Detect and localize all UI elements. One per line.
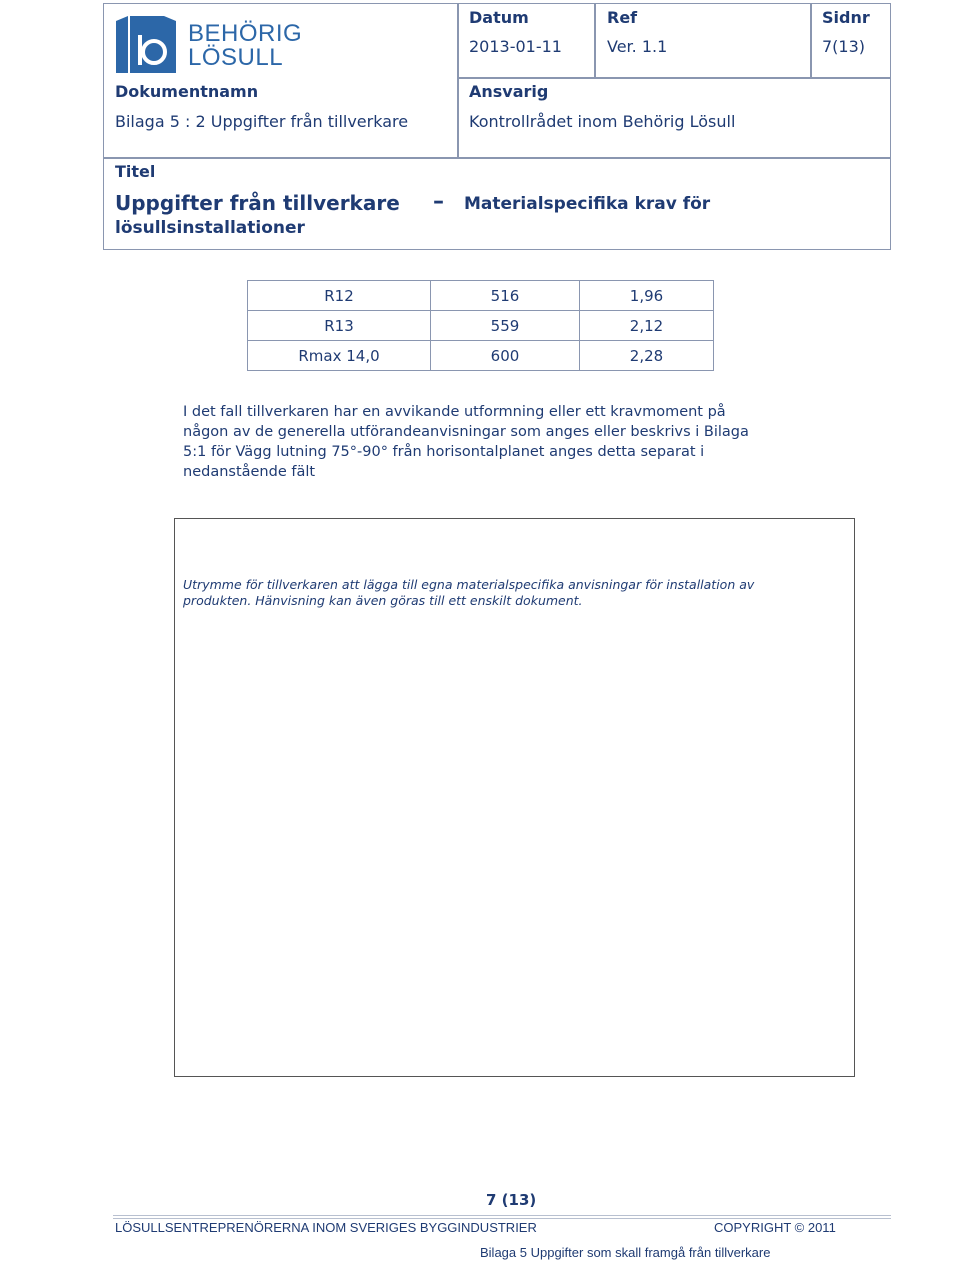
logo-text-line1: BEHÖRIG [188, 20, 303, 47]
document-subtitle: Materialspecifika krav för [464, 194, 711, 214]
titel-label: Titel [115, 162, 156, 181]
paragraph-line: 5:1 för Vägg lutning 75°-90° från horisontalplanet anges detta separat i [183, 444, 705, 460]
title-dash: – [433, 189, 444, 214]
footer-copyright: COPYRIGHT © 2011 [714, 1220, 836, 1235]
paragraph-line: nedanstående fält [183, 464, 316, 480]
header-divider [103, 157, 891, 159]
table-row [248, 281, 714, 311]
ref-label: Ref [607, 8, 638, 27]
note-line: produkten. Hänvisning kan även göras till ett enskilt dokument. [183, 593, 583, 608]
paragraph-line: någon av de generella utförandeanvisningar som anges eller beskrivs i Bilaga [183, 424, 749, 440]
notes-placeholder [183, 577, 754, 609]
table-row [248, 311, 714, 341]
ref-value: Ver. 1.1 [607, 37, 668, 56]
dokumentnamn-label: Dokumentnamn [115, 82, 259, 101]
table-cell: 1,96 [580, 281, 714, 311]
r-value-table [247, 280, 714, 371]
datum-label: Datum [469, 8, 529, 27]
header-divider [457, 77, 891, 79]
footer-left: LÖSULLSENTREPRENÖRERNA INOM SVERIGES BYGGINDUSTRIER [115, 1220, 537, 1235]
table-cell: 2,12 [580, 311, 714, 341]
paragraph-line: I det fall tillverkaren har en avvikande utformning eller ett kravmoment på [183, 404, 726, 420]
footer-bottom: Bilaga 5 Uppgifter som skall framgå från tillverkare [480, 1245, 771, 1260]
footer-divider [113, 1218, 891, 1219]
behorig-losull-logo [114, 13, 178, 75]
page-number: 7 (13) [486, 1191, 537, 1209]
note-line: Utrymme för tillverkaren att lägga till egna materialspecifika anvisningar för installation av [183, 577, 755, 592]
sidnr-label: Sidnr [822, 8, 870, 27]
header-divider [810, 3, 812, 77]
document-title: Uppgifter från tillverkare [115, 191, 400, 215]
table-cell: R12 [248, 281, 431, 311]
table-cell: 516 [431, 281, 580, 311]
ansvarig-label: Ansvarig [469, 82, 549, 101]
table-cell: 600 [431, 341, 580, 371]
document-subtitle-cont: lösullsinstallationer [115, 218, 305, 238]
ansvarig-value: Kontrollrådet inom Behörig Lösull [469, 112, 736, 131]
table-cell: 559 [431, 311, 580, 341]
header-divider [457, 3, 459, 158]
table-cell: R13 [248, 311, 431, 341]
dokumentnamn-value: Bilaga 5 : 2 Uppgifter från tillverkare [115, 112, 409, 131]
table-cell: 2,28 [580, 341, 714, 371]
footer-divider [113, 1215, 891, 1216]
logo-text-line2: LÖSULL [188, 44, 284, 71]
datum-value: 2013-01-11 [469, 37, 562, 56]
table-row [248, 341, 714, 371]
header-divider [594, 3, 596, 77]
table-cell: Rmax 14,0 [248, 341, 431, 371]
body-paragraph [183, 402, 823, 482]
sidnr-value: 7(13) [822, 37, 866, 56]
